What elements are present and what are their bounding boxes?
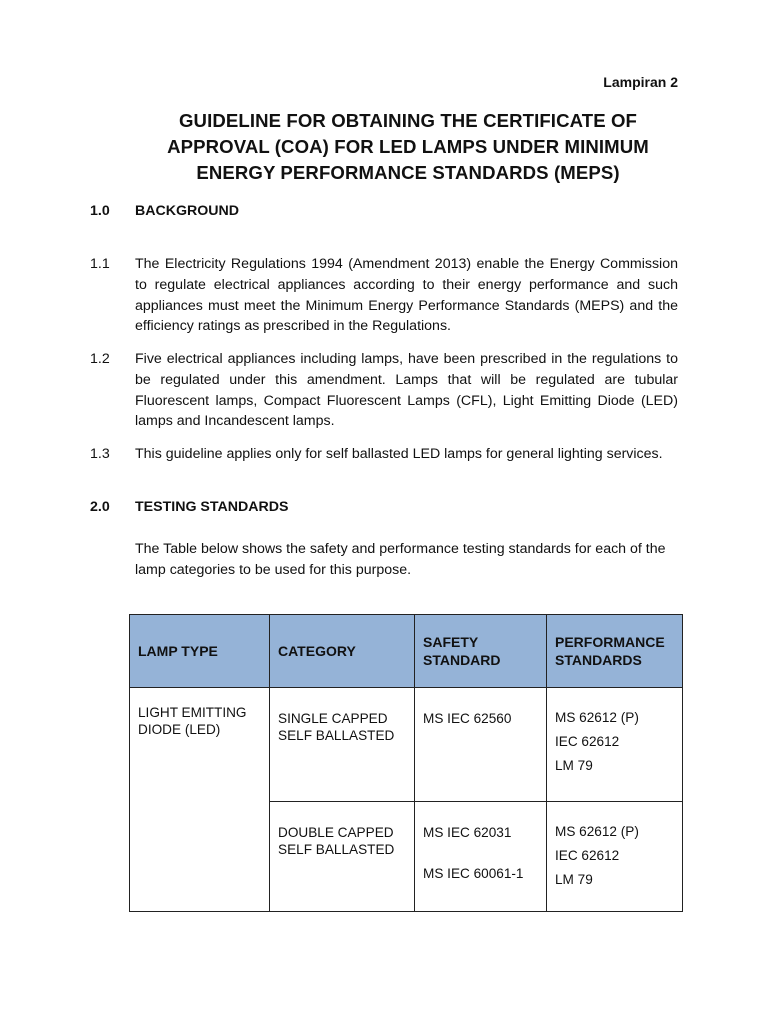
section-title: TESTING STANDARDS bbox=[135, 499, 289, 515]
lamp-type-text: LIGHT EMITTING DIODE (LED) bbox=[138, 705, 247, 737]
paragraph-number: 1.3 bbox=[90, 446, 110, 462]
safety-standard-text: MS IEC 62560 bbox=[423, 711, 512, 726]
column-header-performance-standards: PERFORMANCE STANDARDS bbox=[547, 615, 683, 688]
paragraph-1-1 bbox=[90, 254, 678, 337]
category-text: SINGLE CAPPED SELF BALLASTED bbox=[278, 711, 395, 743]
paragraph-text: This guideline applies only for self ballasted LED lamps for general lighting services. bbox=[135, 446, 663, 462]
section-heading-background bbox=[90, 203, 239, 219]
paragraph-text: Five electrical appliances including lamps, have been prescribed in the regulations to be regulated under this amendment. Lamps that will be regulated are tubular Fluorescent lamps, Compact Fluorescent Lamps (CFL), Light Emitting Diode (LED) lamps and Incandescent lamps. bbox=[135, 351, 678, 430]
paragraph-number: 1.1 bbox=[90, 256, 110, 272]
section-title: BACKGROUND bbox=[135, 203, 240, 219]
safety-standard-text: MS IEC 60061-1 bbox=[423, 866, 524, 881]
performance-standard-text: LM 79 bbox=[555, 758, 593, 773]
annex-label: Lampiran 2 bbox=[603, 74, 678, 90]
paragraph-text: The Electricity Regulations 1994 (Amendment 2013) enable the Energy Commission to regulate electrical appliances according to their energy performance and such appliances must meet the Minimum Energy Performance Standards (MEPS) and the efficiency ratings as prescribed in the Regulations. bbox=[135, 256, 678, 335]
column-header-lamp-type: LAMP TYPE bbox=[130, 615, 270, 688]
testing-intro-paragraph: The Table below shows the safety and performance testing standards for each of the lamp categories to be used for this purpose. bbox=[135, 541, 666, 578]
paragraph-1-3 bbox=[90, 444, 678, 465]
safety-standard-text: MS IEC 62031 bbox=[423, 825, 512, 840]
standards-table bbox=[129, 614, 683, 912]
safety-standard-cell bbox=[415, 688, 547, 802]
column-header-category: CATEGORY bbox=[270, 615, 415, 688]
safety-standard-cell bbox=[415, 802, 547, 912]
performance-standard-text: LM 79 bbox=[555, 872, 593, 887]
category-cell bbox=[270, 688, 415, 802]
performance-standard-text: IEC 62612 bbox=[555, 734, 620, 749]
paragraph-number: 1.2 bbox=[90, 351, 110, 367]
category-cell bbox=[270, 802, 415, 912]
column-header-safety-standard: SAFETY STANDARD bbox=[415, 615, 547, 688]
performance-standard-cell bbox=[547, 802, 683, 912]
section-number: 1.0 bbox=[90, 203, 110, 219]
table-header-row bbox=[130, 615, 683, 688]
document-title: GUIDELINE FOR OBTAINING THE CERTIFICATE OF APPROVAL (COA) FOR LED LAMPS UNDER MINIMUM ENERGY PERFORMANCE STANDARDS (MEPS) bbox=[167, 110, 649, 183]
section-heading-testing bbox=[90, 499, 288, 515]
section-number: 2.0 bbox=[90, 499, 110, 515]
performance-standard-text: MS 62612 (P) bbox=[555, 824, 639, 839]
performance-standard-text: IEC 62612 bbox=[555, 848, 620, 863]
performance-standard-text: MS 62612 (P) bbox=[555, 710, 639, 725]
paragraph-1-2 bbox=[90, 349, 678, 432]
table-row bbox=[130, 688, 683, 802]
performance-standard-cell bbox=[547, 688, 683, 802]
lamp-type-cell bbox=[130, 688, 270, 912]
category-text: DOUBLE CAPPED SELF BALLASTED bbox=[278, 825, 395, 857]
